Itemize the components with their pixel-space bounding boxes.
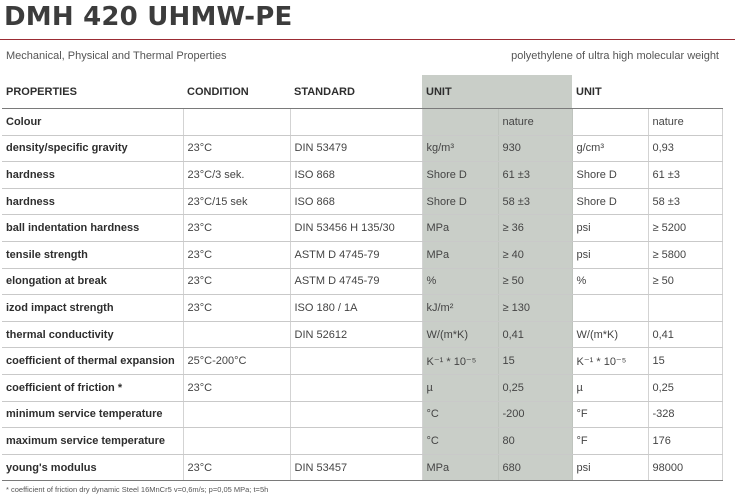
property-cell: coefficient of friction * xyxy=(2,374,183,401)
value-metric-cell: 930 xyxy=(498,135,572,162)
condition-cell: 23°C xyxy=(183,374,290,401)
value-imperial-cell: 61 ±3 xyxy=(648,162,722,189)
standard-cell xyxy=(290,109,422,136)
unit-imperial-cell xyxy=(572,109,648,136)
condition-cell: 23°C/3 sek. xyxy=(183,162,290,189)
table-header-row xyxy=(2,75,722,109)
value-imperial-cell: -328 xyxy=(648,401,722,428)
header-value-metric xyxy=(498,75,572,109)
value-metric-cell: ≥ 36 xyxy=(498,215,572,242)
value-imperial-cell: 0,41 xyxy=(648,321,722,348)
standard-cell: DIN 53457 xyxy=(290,454,422,481)
table-row xyxy=(2,109,722,136)
unit-metric-cell xyxy=(422,109,498,136)
table-row xyxy=(2,268,722,295)
title-divider xyxy=(0,39,735,40)
value-metric-cell: -200 xyxy=(498,401,572,428)
value-metric-cell: 80 xyxy=(498,428,572,455)
unit-imperial-cell: g/cm³ xyxy=(572,135,648,162)
standard-cell: ASTM D 4745-79 xyxy=(290,268,422,295)
value-metric-cell: 0,25 xyxy=(498,374,572,401)
standard-cell: ASTM D 4745-79 xyxy=(290,241,422,268)
value-metric-cell: 58 ±3 xyxy=(498,188,572,215)
unit-imperial-cell: psi xyxy=(572,241,648,268)
property-cell: minimum service temperature xyxy=(2,401,183,428)
table-row xyxy=(2,454,722,481)
unit-imperial-cell: % xyxy=(572,268,648,295)
table-row xyxy=(2,321,722,348)
table-row xyxy=(2,215,722,242)
table-row xyxy=(2,374,722,401)
property-cell: ball indentation hardness xyxy=(2,215,183,242)
unit-metric-cell: kJ/m² xyxy=(422,295,498,322)
value-metric-cell: 15 xyxy=(498,348,572,375)
footnote: * coefficient of friction dry dynamic Steel 16MnCr5 v=0,6m/s; p=0,05 MPa; t=5h xyxy=(6,485,269,494)
header-standard: STANDARD xyxy=(290,75,422,109)
table-row xyxy=(2,348,722,375)
unit-imperial-cell: W/(m*K) xyxy=(572,321,648,348)
condition-cell: 23°C xyxy=(183,215,290,242)
value-imperial-cell: ≥ 5800 xyxy=(648,241,722,268)
table-row xyxy=(2,428,722,455)
standard-cell xyxy=(290,374,422,401)
value-imperial-cell xyxy=(648,295,722,322)
value-imperial-cell: 0,25 xyxy=(648,374,722,401)
value-metric-cell: 0,41 xyxy=(498,321,572,348)
value-metric-cell: 680 xyxy=(498,454,572,481)
header-condition: CONDITION xyxy=(183,75,290,109)
value-metric-cell: ≥ 130 xyxy=(498,295,572,322)
value-imperial-cell: 15 xyxy=(648,348,722,375)
property-cell: maximum service temperature xyxy=(2,428,183,455)
value-imperial-cell: nature xyxy=(648,109,722,136)
condition-cell xyxy=(183,428,290,455)
property-cell: Colour xyxy=(2,109,183,136)
standard-cell xyxy=(290,428,422,455)
unit-metric-cell: MPa xyxy=(422,241,498,268)
unit-metric-cell: °C xyxy=(422,428,498,455)
standard-cell: DIN 53479 xyxy=(290,135,422,162)
value-metric-cell: ≥ 50 xyxy=(498,268,572,295)
unit-imperial-cell: Shore D xyxy=(572,162,648,189)
standard-cell: DIN 53456 H 135/30 xyxy=(290,215,422,242)
value-metric-cell: 61 ±3 xyxy=(498,162,572,189)
condition-cell: 23°C xyxy=(183,454,290,481)
unit-metric-cell: kg/m³ xyxy=(422,135,498,162)
condition-cell: 23°C xyxy=(183,241,290,268)
standard-cell xyxy=(290,348,422,375)
unit-metric-cell: K⁻¹ * 10⁻⁵ xyxy=(422,348,498,375)
value-imperial-cell: 176 xyxy=(648,428,722,455)
property-cell: coefficient of thermal expansion xyxy=(2,348,183,375)
material-description: polyethylene of ultra high molecular weight xyxy=(511,50,719,62)
unit-metric-cell: % xyxy=(422,268,498,295)
section-subtitle: Mechanical, Physical and Thermal Properties xyxy=(6,50,227,62)
table-row xyxy=(2,188,722,215)
table-row xyxy=(2,401,722,428)
table-row xyxy=(2,241,722,268)
unit-metric-cell: µ xyxy=(422,374,498,401)
standard-cell: ISO 180 / 1A xyxy=(290,295,422,322)
unit-metric-cell: MPa xyxy=(422,215,498,242)
unit-imperial-cell: psi xyxy=(572,454,648,481)
value-imperial-cell: 58 ±3 xyxy=(648,188,722,215)
property-cell: elongation at break xyxy=(2,268,183,295)
unit-imperial-cell: Shore D xyxy=(572,188,648,215)
table-row xyxy=(2,135,722,162)
standard-cell: DIN 52612 xyxy=(290,321,422,348)
value-imperial-cell: 0,93 xyxy=(648,135,722,162)
property-cell: thermal conductivity xyxy=(2,321,183,348)
property-cell: hardness xyxy=(2,162,183,189)
unit-imperial-cell: °F xyxy=(572,428,648,455)
value-imperial-cell: ≥ 5200 xyxy=(648,215,722,242)
value-metric-cell: ≥ 40 xyxy=(498,241,572,268)
unit-metric-cell: Shore D xyxy=(422,188,498,215)
header-unit-imperial: UNIT xyxy=(572,75,648,109)
standard-cell: ISO 868 xyxy=(290,188,422,215)
properties-table xyxy=(2,75,723,481)
header-properties: PROPERTIES xyxy=(2,75,183,109)
unit-imperial-cell: µ xyxy=(572,374,648,401)
unit-metric-cell: °C xyxy=(422,401,498,428)
standard-cell xyxy=(290,401,422,428)
value-imperial-cell: ≥ 50 xyxy=(648,268,722,295)
condition-cell: 25°C-200°C xyxy=(183,348,290,375)
table-row xyxy=(2,162,722,189)
condition-cell: 23°C/15 sek xyxy=(183,188,290,215)
property-cell: tensile strength xyxy=(2,241,183,268)
unit-imperial-cell: psi xyxy=(572,215,648,242)
property-cell: izod impact strength xyxy=(2,295,183,322)
unit-imperial-cell: K⁻¹ * 10⁻⁵ xyxy=(572,348,648,375)
condition-cell xyxy=(183,401,290,428)
unit-metric-cell: MPa xyxy=(422,454,498,481)
table-row xyxy=(2,295,722,322)
unit-metric-cell: Shore D xyxy=(422,162,498,189)
property-cell: density/specific gravity xyxy=(2,135,183,162)
condition-cell xyxy=(183,109,290,136)
condition-cell xyxy=(183,321,290,348)
property-cell: hardness xyxy=(2,188,183,215)
document-title: DMH 420 UHMW-PE xyxy=(4,2,293,32)
condition-cell: 23°C xyxy=(183,135,290,162)
header-value-imperial xyxy=(648,75,722,109)
value-metric-cell: nature xyxy=(498,109,572,136)
unit-imperial-cell xyxy=(572,295,648,322)
property-cell: young's modulus xyxy=(2,454,183,481)
header-unit-metric: UNIT xyxy=(422,75,498,109)
value-imperial-cell: 98000 xyxy=(648,454,722,481)
standard-cell: ISO 868 xyxy=(290,162,422,189)
condition-cell: 23°C xyxy=(183,268,290,295)
unit-metric-cell: W/(m*K) xyxy=(422,321,498,348)
unit-imperial-cell: °F xyxy=(572,401,648,428)
condition-cell: 23°C xyxy=(183,295,290,322)
